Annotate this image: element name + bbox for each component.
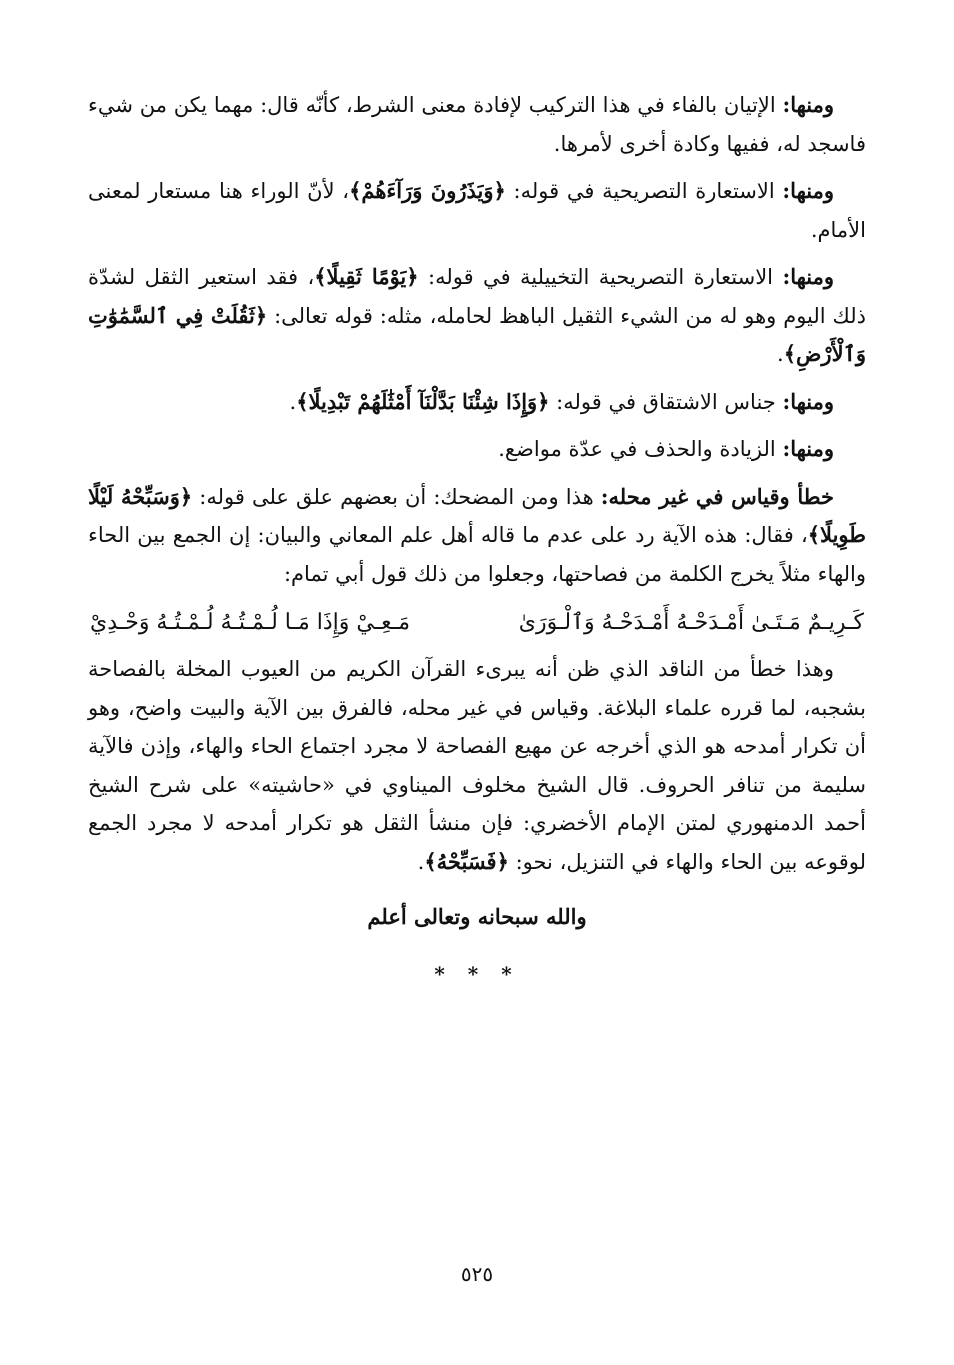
paragraph-lead: ومنها:	[782, 436, 834, 461]
paragraph-text-tail: .	[417, 849, 425, 874]
paragraph-text: وهذا خطأ من الناقد الذي ظن أنه يبرىء القرآن الكريم من العيوب المخلة بالفصاحة بشجبه، لما قرره علماء البلاغة. وقياس في غير محله، فالفرق بين الآية والبيت واضح، وهو أن تكرار أمدحه هو الذي أخرجه عن مهيع الفصاحة لا مجرد اجتماع الحاء والهاء، وإذن فالآية سليمة من تنافر الحروف. قال الشيخ مخلوف الميناوي في «حاشيته» على شرح الشيخ أحمد الدمنهوري لمتن الإمام الأخضري: فإن منشأ الثقل هو تكرار أمدحه لا مجرد الجمع لوقوعه بين الحاء والهاء في التنزيل، نحو:	[88, 657, 866, 874]
section-separator: * * *	[434, 962, 520, 986]
paragraph-text: الزيادة والحذف في عدّة مواضع.	[498, 437, 783, 461]
paragraph-text-tail: .	[289, 389, 297, 414]
paragraph-imaginative-metaphor	[88, 258, 866, 374]
paragraph-text-tail: ، فقال: هذه الآية رد على عدم ما قاله أهل علم المعاني والبيان: إن الجمع بين الحاء والهاء مثلاً يخرج الكلمة من فصاحتها، وجعلوا من ذلك قول أبي تمام:	[88, 523, 866, 586]
verse-first-hemistich: كَـرِيـمٌ مَـتَـىٰ أَمْـدَحْـهُ أَمْـدَحْـهُ وَٱلْـوَرَىٰ	[518, 610, 864, 635]
quran-quote: ﴿يَوْمًا ثَقِيلًا﴾	[314, 264, 419, 289]
quran-quote: ﴿وَيَذَرُونَ وَرَآءَهُمْ﴾	[349, 178, 506, 203]
quran-quote: ﴿وَإِذَا شِئْنَا بَدَّلْنَآ أَمْثَٰلَهُمْ تَبْدِيلًا﴾	[296, 388, 550, 414]
quran-quote-second: ﴿ثَقُلَتْ فِي ٱلسَّمَٰوَٰتِ وَٱلْأَرْضِ﴾	[88, 302, 866, 366]
paragraph-text: جناس الاشتقاق في قوله:	[549, 389, 783, 414]
paragraph-text: هذا ومن المضحك: أن بعضهم علق على قوله:	[192, 484, 601, 509]
page-body	[88, 86, 866, 994]
paragraph-lead: خطأ وقياس في غير محله:	[600, 483, 834, 509]
paragraph-text: الاستعارة التصريحية في قوله:	[505, 179, 783, 203]
paragraph-critique	[88, 650, 866, 881]
paragraph-explicit-metaphor	[88, 172, 866, 249]
quran-quote: ﴿وَسَبِّحْهُ لَيْلًا طَوِيلًا﴾	[88, 483, 866, 547]
paragraph-lead: ومنها:	[782, 92, 834, 117]
paragraph-derivation-pun	[88, 383, 866, 422]
quran-quote: ﴿فَسَبِّحْهُ﴾	[424, 848, 509, 874]
paragraph-text: الاستعارة التصريحية التخييلية في قوله:	[418, 265, 783, 289]
poetry-verse	[88, 602, 866, 644]
paragraph-mistaken-analogy	[88, 478, 866, 594]
paragraph-addition-deletion	[88, 430, 866, 469]
page-number: ٥٢٥	[460, 1262, 494, 1286]
verse-second-hemistich: مَـعِـيْ وَإِذَا مَـا لُـمْـتُـهُ لُـمْـتُـهُ وَحْـدِيْ	[90, 610, 410, 635]
paragraph-fa-condition	[88, 86, 866, 163]
paragraph-lead: ومنها:	[782, 178, 834, 203]
closing-formula: والله سبحانه وتعالى أعلم	[367, 904, 587, 929]
paragraph-text-tail: ، لأنّ الوراء هنا مستعار لمعنى الأمام.	[88, 179, 866, 242]
paragraph-lead: ومنها:	[782, 388, 834, 414]
paragraph-lead: ومنها:	[782, 264, 834, 289]
paragraph-text: الإتيان بالفاء في هذا التركيب لإفادة معنى الشرط، كأنّه قال: مهما يكن من شيء فاسجد له، ففيها وكادة أخرى لأمرها.	[88, 93, 866, 156]
paragraph-text-tail-second: .	[777, 342, 784, 366]
paragraph-text-tail: ، فقد استعير الثقل لشدّة ذلك اليوم وهو له من الشيء الثقيل الباهظ لحامله، مثله: قوله تعالى:	[88, 265, 866, 328]
